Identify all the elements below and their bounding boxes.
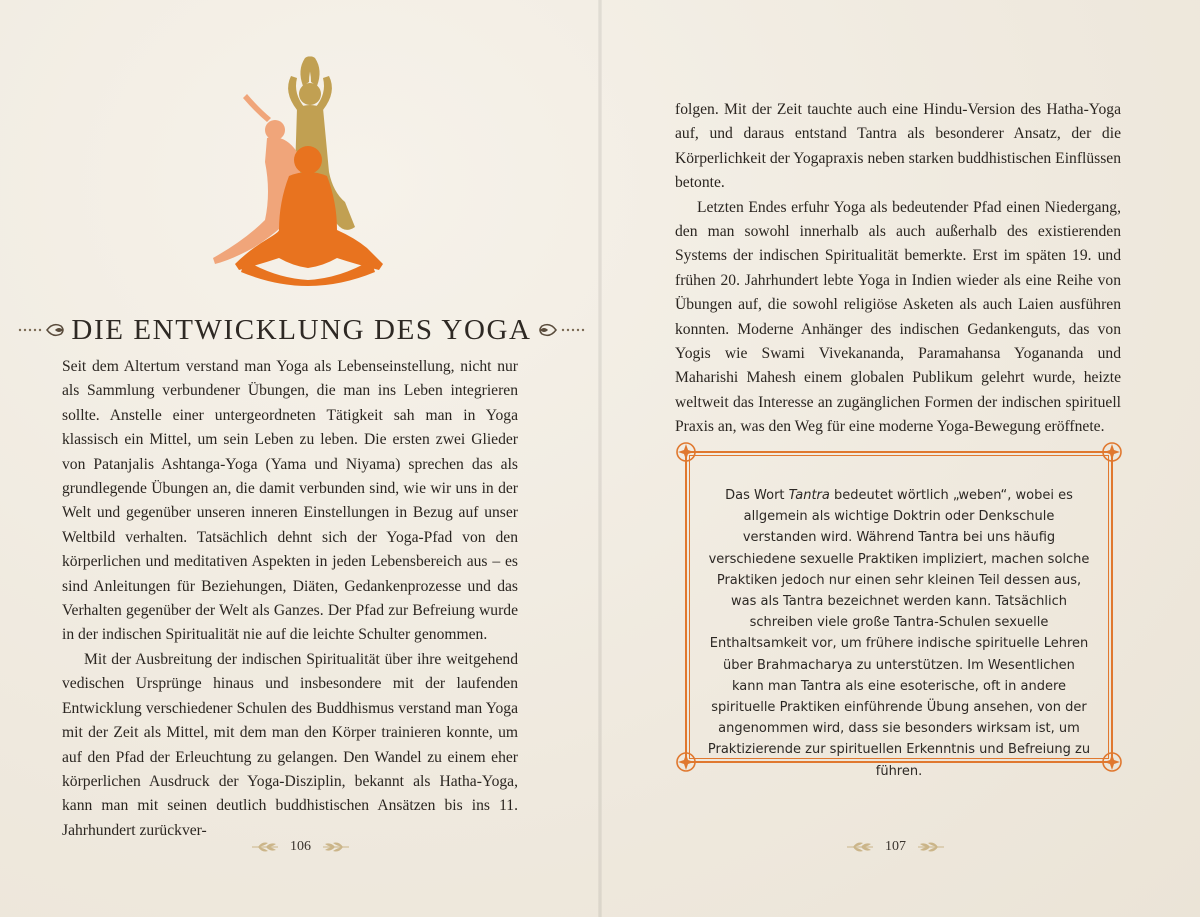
chapter-heading-row: [44, 310, 559, 350]
right-page-body: [675, 98, 1121, 440]
leaf-ornament-icon: [321, 840, 351, 854]
box-text: [707, 485, 1091, 782]
page-number-left: [250, 836, 351, 858]
meditating-yoga-figure: [235, 146, 383, 286]
leaf-ornament-icon: [916, 840, 946, 854]
page-number: 106: [290, 839, 311, 854]
box-paragraph: [707, 485, 1091, 782]
leaf-ornament-icon: [250, 840, 280, 854]
flourish-left-icon: [17, 320, 67, 340]
flourish-right-icon: [536, 320, 586, 340]
tantra-info-box: [677, 443, 1121, 779]
body-paragraph: Letzten Endes erfuhr Yoga als bedeutender Pfad einen Niedergang, den man sowohl innerhalb als auch außerhalb des existierenden Systems der indischen Spiritualität bemerkte. Erst im späten 19. und frühen 20. Jahrhundert lebte Yoga in Indien wieder als eine Reihe von Übungen auf, die sowohl religiöse Asketen als auch Laien ausführen konnten. Moderne Anhänger des indischen Gedankenguts, das von Yogis wie Swami Vivekananda, Paramahansa Yogananda und Maharishi Mahesh einem globalen Publikum gelehrt wurde, heizte weltweit das Interesse an zugänglichen Formen der indischen spirituell Praxis an, was den Weg für eine moderne Yoga-Bewegung eröffnete.: [675, 198, 1121, 436]
yoga-figures-illustration: [205, 52, 400, 287]
chapter-heading: DIE ENTWICKLUNG DES YOGA: [71, 313, 532, 346]
body-paragraph: Seit dem Altertum verstand man Yoga als Lebenseinstellung, nicht nur als Sammlung verbundener Übungen, die man ins Leben integrieren sollte. Anstelle einer untergeordneten Tätigkeit sah man in Yoga klassisch ein Mittel, um sein Leben zu leben. Die ersten zwei Glieder von Patanjalis Ashtanga-Yoga (Yama und Niyama) sprechen das als grundlegende Übungen an, die damit verbunden sind, wie wir uns in der Welt und gegenüber unseren inneren Einstellungen in Bezug auf unser Weltbild verhalten. Tatsächlich dehnt sich der Yoga-Pfad von den körperlichen und meditativen Aspekten in jeden Lebensbereich aus – es sind Anleitungen für Beziehungen, Diäten, Gedankenprozesse und das Verhalten gegenüber der Welt als Ganzes. Der Pfad zur Befreiung wurde in der indischen Spiritualität nie auf die leichte Schulter genommen.: [62, 358, 518, 644]
box-text-rest: bedeutet wörtlich „weben“, wobei es allgemein als wichtige Doktrin oder Denkschule verstanden wird. Während Tantra bei uns häufig verschiedene sexuelle Praktiken impliziert, machen solche Praktiken jedoch nur einen sehr kleinen Teil dessen aus, was als Tantra bezeichnet werden kann. Tatsächlich schreiben viele große Tantra-Schulen sexuelle Enthaltsamkeit vor, um frühere indische spirituelle Lehren über Brahmacharya zu unterstützen. Im Wesentlichen kann man Tantra als eine esoterische, oft in andere spirituelle Praktiken einführende Übung ansehen, von der angenommen wird, dass sie besonders wirksam ist, um Praktizierende zur spirituellen Erkenntnis und Befreiung zu führen.: [707, 488, 1091, 779]
body-paragraph: folgen. Mit der Zeit tauchte auch eine Hindu-Version des Hatha-Yoga auf, und daraus entstand Tantra als besonderer Ansatz, der die Körperlichkeit der Yogapraxis neben starken buddhistischen Einflüssen betonte.: [675, 101, 1121, 192]
rosette-corner-icon: [1101, 751, 1123, 773]
box-text-lead: Das Wort: [725, 488, 789, 503]
rosette-corner-icon: [675, 441, 697, 463]
book-gutter: [598, 0, 602, 917]
body-paragraph: Mit der Ausbreitung der indischen Spiritualität über ihre weitgehend vedischen Ursprünge hinaus und insbesondere mit der laufenden Entwicklung verschiedener Schulen des Buddhismus verstand man Yoga mit der Zeit als Mittel, mit dem man den Körper trainieren konnte, um auf den Pfad der Erleuchtung zu gelangen. Den Wandel zu einem eher körperlichen Ausdruck der Yoga-Disziplin, bekannt als Hatha-Yoga, kann man mit seinen deutlich buddhistischen Ansätzen bis ins 11. Jahrhundert zurückver-: [62, 650, 518, 839]
rosette-corner-icon: [675, 751, 697, 773]
rosette-corner-icon: [1101, 441, 1123, 463]
page-number: 107: [885, 839, 906, 854]
box-term-tantra: Tantra: [788, 488, 830, 503]
left-page-body: [62, 355, 518, 843]
leaf-ornament-icon: [845, 840, 875, 854]
page-number-right: [845, 836, 946, 858]
